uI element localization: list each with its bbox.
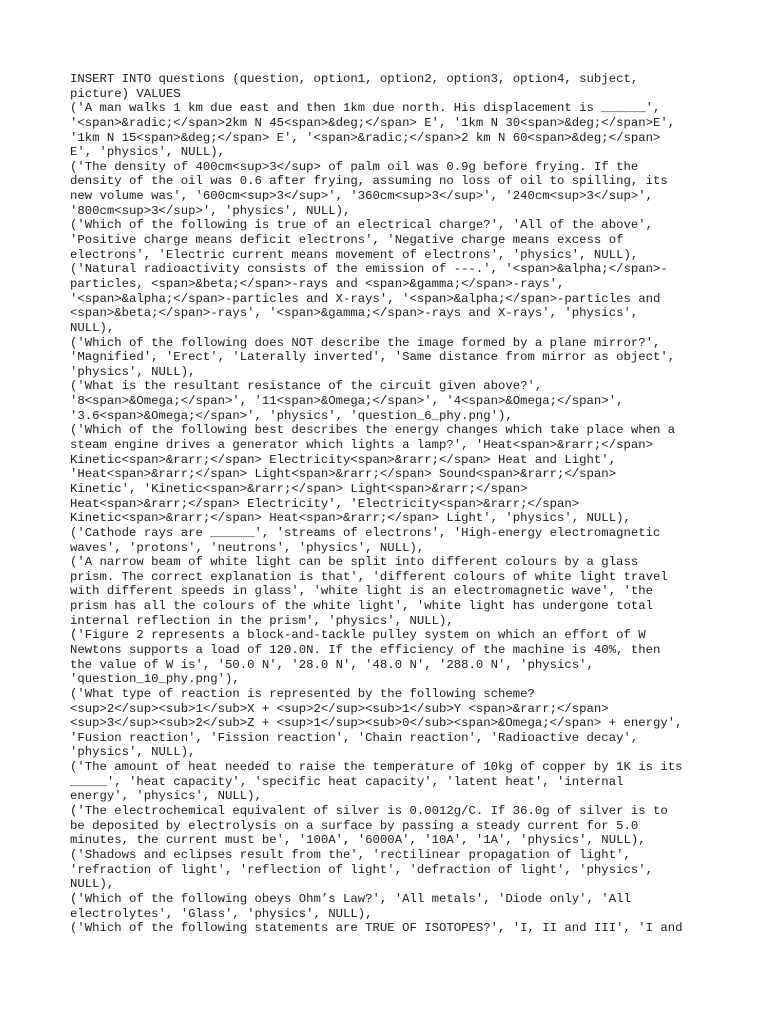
document-line: '1km N 15<span>&deg;</span> E', '<span>&radic;</span>2 km N 60<span>&deg;</span> — [70, 130, 661, 145]
document-line: Kinetic', 'Kinetic<span>&rarr;</span> Light<span>&rarr;</span> — [70, 481, 528, 496]
document-line: ('The density of 400cm<sup>3</sup> of palm oil was 0.9g before frying. If the — [70, 159, 639, 174]
document-line: ('Which of the following statements are TRUE OF ISOTOPES?', 'I, II and III', 'I and — [70, 921, 683, 936]
document-line: ('Shadows and eclipses result from the', 'rectilinear propagation of light', — [70, 847, 631, 862]
document-line: ('A narrow beam of white light can be split into different colours by a glass — [70, 555, 639, 570]
document-line: '3.6<span>&Omega;</span>', 'physics', 'question_6_phy.png'), — [70, 408, 513, 423]
document-line: ('The amount of heat needed to raise the temperature of 10kg of copper by 1K is its — [70, 760, 683, 775]
document-line: prism. The correct explanation is that', 'different colours of white light travel — [70, 569, 668, 584]
document-line: <sup>2</sup><sub>1</sub>X + <sup>2</sup><sub>1</sub>Y <span>&rarr;</span> — [70, 701, 609, 716]
document-line: prism has all the colours of the white light', 'white light has undergone total — [70, 599, 653, 614]
document-line: E', 'physics', NULL), — [70, 145, 225, 160]
document-line: Newtons supports a load of 120.0N. If the efficiency of the machine is 40%, then — [70, 642, 661, 657]
document-line: '<span>&radic;</span>2km N 45<span>&deg;</span> E', '1km N 30<span>&deg;</span>E', — [70, 115, 676, 130]
document-line: minutes, the current must be', '100A', '6000A', '10A', '1A', 'physics', NULL), — [70, 833, 646, 848]
document-line: ('Which of the following obeys Ohm’s Law?', 'All metals', 'Diode only', 'All — [70, 891, 631, 906]
document-line: Heat<span>&rarr;</span> Electricity', 'Electricity<span>&rarr;</span> — [70, 496, 580, 511]
document-line: ('A man walks 1 km due east and then 1km due north. His displacement is ______', — [70, 101, 661, 116]
document-line: 'Positive charge means deficit electrons', 'Negative charge means excess of — [70, 233, 624, 248]
document-line: '800cm<sup>3</sup>', 'physics', NULL), — [70, 203, 351, 218]
document-line: 'Fusion reaction', 'Fission reaction', 'Chain reaction', 'Radioactive decay', — [70, 730, 639, 745]
document-line: ('Natural radioactivity consists of the emission of ---.', '<span>&alpha;</span>- — [70, 262, 668, 277]
document-line: electrons', 'Electric current means movement of electrons', 'physics', NULL), — [70, 247, 639, 262]
document-line: '8<span>&Omega;</span>', '11<span>&Omega;</span>', '4<span>&Omega;</span>', — [70, 394, 624, 409]
document-line: ('What type of reaction is represented by the following scheme? — [70, 686, 535, 701]
document-line: 'refraction of light', 'reflection of light', 'defraction of light', 'physics', — [70, 862, 653, 877]
document-line: internal reflection in the prism', 'physics', NULL), — [70, 613, 454, 628]
document-line: 'physics', NULL), — [70, 745, 196, 760]
document-line: Kinetic<span>&rarr;</span> Electricity<span>&rarr;</span> Heat and Light', — [70, 452, 617, 467]
document-line: be deposited by electrolysis on a surface by passing a steady current for 5.0 — [70, 818, 639, 833]
document-line: steam engine drives a generator which lights a lamp?', 'Heat<span>&rarr;</span> — [70, 438, 653, 453]
document-line: <sup>3</sup><sub>2</sub>Z + <sup>1</sup><sub>0</sub><span>&Omega;</span> + energy', — [70, 716, 683, 731]
document-line: <span>&beta;</span>-rays', '<span>&gamma;</span>-rays and X-rays', 'physics', — [70, 306, 639, 321]
document-line: 'Magnified', 'Erect', 'Laterally inverted', 'Same distance from mirror as object', — [70, 350, 676, 365]
document-line: NULL), — [70, 320, 115, 335]
document-line: '<span>&alpha;</span>-particles and X-rays', '<span>&alpha;</span>-particles and — [70, 291, 661, 306]
document-line: 'question_10_phy.png'), — [70, 672, 240, 687]
document-line: Kinetic<span>&rarr;</span> Heat<span>&rarr;</span> Light', 'physics', NULL), — [70, 511, 631, 526]
document-line: _____', 'heat capacity', 'specific heat capacity', 'latent heat', 'internal — [70, 774, 624, 789]
document-line: 'Heat<span>&rarr;</span> Light<span>&rarr;</span> Sound<span>&rarr;</span> — [70, 467, 617, 482]
document-line: picture) VALUES — [70, 86, 181, 101]
document-line: density of the oil was 0.6 after frying, assuming no loss of oil to spilling, its — [70, 174, 668, 189]
document-line: ('Cathode rays are ______', 'streams of electrons', 'High-energy electromagnetic — [70, 525, 661, 540]
document-line: waves', 'protons', 'neutrons', 'physics', NULL), — [70, 540, 425, 555]
document-line: the value of W is', '50.0 N', '28.0 N', '48.0 N', '288.0 N', 'physics', — [70, 657, 594, 672]
document-line: ('Which of the following best describes the energy changes which take place when a — [70, 423, 676, 438]
document-line: with different speeds in glass', 'white light is an electromagnetic wave', 'the — [70, 584, 653, 599]
document-line: INSERT INTO questions (question, option1, option2, option3, option4, subject, — [70, 72, 639, 86]
document-line: particles, <span>&beta;</span>-rays and <span>&gamma;</span>-rays', — [70, 276, 565, 291]
sql-document-text — [70, 72, 710, 936]
document-line: ('The electrochemical equivalent of silver is 0.0012g/C. If 36.0g of silver is to — [70, 804, 668, 819]
document-line: ('Figure 2 represents a block-and-tackle pulley system on which an effort of W — [70, 628, 646, 643]
document-line: ('Which of the following does NOT describe the image formed by a plane mirror?', — [70, 335, 661, 350]
document-line: ('What is the resultant resistance of the circuit given above?', — [70, 379, 543, 394]
document-line: NULL), — [70, 877, 115, 892]
document-line: electrolytes', 'Glass', 'physics', NULL), — [70, 906, 373, 921]
document-line: energy', 'physics', NULL), — [70, 789, 262, 804]
document-line: ('Which of the following is true of an electrical charge?', 'All of the above', — [70, 218, 653, 233]
document-line: 'physics', NULL), — [70, 364, 196, 379]
document-line: new volume was', '600cm<sup>3</sup>', '360cm<sup>3</sup>', '240cm<sup>3</sup>', — [70, 189, 653, 204]
